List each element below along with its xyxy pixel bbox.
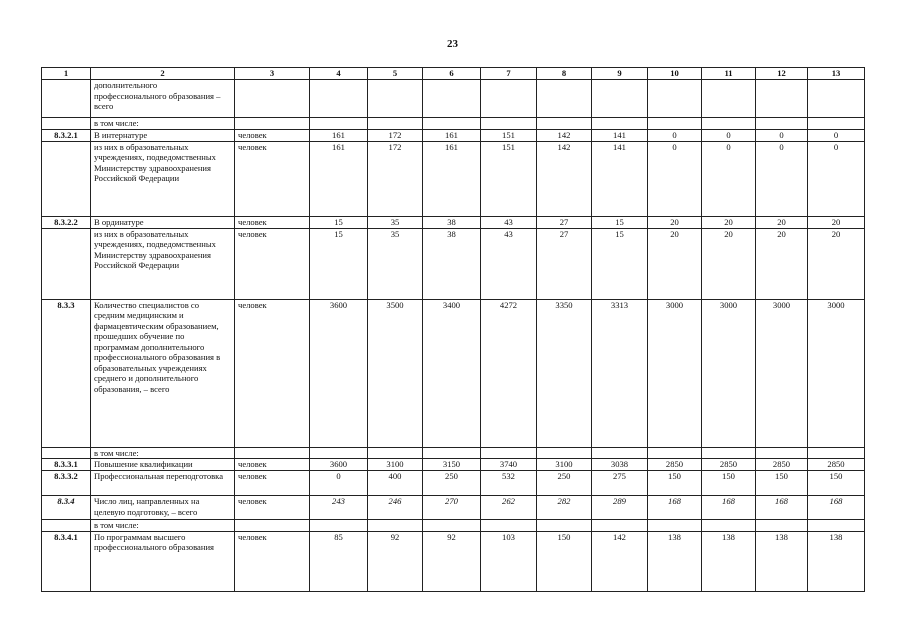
value-cell: 38 [423,228,481,299]
value-cell [423,447,481,459]
value-cell [756,447,808,459]
value-cell: 103 [481,531,537,591]
table-row [42,459,865,471]
unit: человек [235,496,310,520]
value-cell: 20 [702,216,756,228]
row-number [42,80,91,118]
indicator-name: Повышение квалификации [91,459,235,471]
column-header: 4 [310,68,368,80]
column-header: 7 [481,68,537,80]
indicator-name: в том числе: [91,520,235,532]
value-cell [808,447,865,459]
value-cell: 3600 [310,459,368,471]
value-cell: 2850 [808,459,865,471]
value-cell: 3100 [368,459,423,471]
value-cell [310,520,368,532]
value-cell [537,447,592,459]
value-cell: 3100 [537,459,592,471]
value-cell: 38 [423,216,481,228]
value-cell: 151 [481,141,537,216]
value-cell [756,80,808,118]
value-cell: 138 [756,531,808,591]
value-cell: 3000 [808,299,865,447]
page-number: 23 [447,38,458,50]
indicator-name: Профессиональная переподготовка [91,471,235,496]
row-number [42,228,91,299]
value-cell: 150 [537,531,592,591]
value-cell [648,447,702,459]
value-cell: 262 [481,496,537,520]
value-cell [756,118,808,130]
table-row [42,447,865,459]
value-cell: 35 [368,228,423,299]
value-cell: 15 [592,228,648,299]
value-cell: 3500 [368,299,423,447]
column-header: 6 [423,68,481,80]
indicator-name: из них в образовательных учреждениях, подведомственных Министерству здравоохранения Российской Федерации [91,141,235,216]
row-number [42,520,91,532]
column-header: 10 [648,68,702,80]
row-number: 8.3.3.1 [42,459,91,471]
indicator-name: В интернатуре [91,129,235,141]
value-cell [702,520,756,532]
indicator-name: дополнительного профессионального образования – всего [91,80,235,118]
value-cell: 168 [808,496,865,520]
value-cell [481,520,537,532]
column-header: 11 [702,68,756,80]
value-cell [808,520,865,532]
value-cell: 141 [592,129,648,141]
value-cell: 3740 [481,459,537,471]
value-cell: 151 [481,129,537,141]
value-cell: 20 [756,216,808,228]
value-cell: 20 [808,228,865,299]
value-cell: 85 [310,531,368,591]
table-row [42,496,865,520]
value-cell: 3600 [310,299,368,447]
value-cell [648,118,702,130]
value-cell: 172 [368,129,423,141]
value-cell: 3038 [592,459,648,471]
value-cell: 138 [808,531,865,591]
value-cell [537,80,592,118]
column-header: 8 [537,68,592,80]
table-row [42,118,865,130]
table-row [42,471,865,496]
value-cell: 150 [756,471,808,496]
value-cell [592,447,648,459]
value-cell: 0 [808,129,865,141]
value-cell: 168 [702,496,756,520]
value-cell: 3150 [423,459,481,471]
value-cell: 150 [702,471,756,496]
value-cell [423,118,481,130]
value-cell [648,520,702,532]
value-cell: 289 [592,496,648,520]
row-number: 8.3.2.1 [42,129,91,141]
table-row [42,129,865,141]
row-number: 8.3.3 [42,299,91,447]
unit [235,80,310,118]
value-cell: 161 [310,129,368,141]
column-header: 1 [42,68,91,80]
value-cell [592,118,648,130]
value-cell [481,118,537,130]
value-cell: 2850 [756,459,808,471]
value-cell: 27 [537,216,592,228]
table-row [42,531,865,591]
value-cell: 0 [808,141,865,216]
value-cell [423,520,481,532]
value-cell [808,118,865,130]
value-cell [702,447,756,459]
row-number: 8.3.3.2 [42,471,91,496]
value-cell [702,80,756,118]
value-cell: 0 [648,129,702,141]
value-cell: 138 [648,531,702,591]
row-number [42,118,91,130]
value-cell: 0 [756,129,808,141]
value-cell: 20 [648,228,702,299]
column-header: 13 [808,68,865,80]
value-cell [808,80,865,118]
value-cell: 246 [368,496,423,520]
value-cell: 43 [481,228,537,299]
row-number [42,447,91,459]
value-cell: 2850 [648,459,702,471]
value-cell: 3000 [702,299,756,447]
header-row [42,68,865,80]
value-cell: 15 [310,216,368,228]
value-cell: 3350 [537,299,592,447]
value-cell: 20 [808,216,865,228]
row-number: 8.3.4.1 [42,531,91,591]
value-cell [368,447,423,459]
value-cell [368,80,423,118]
unit [235,118,310,130]
value-cell: 142 [537,129,592,141]
unit: человек [235,228,310,299]
unit: человек [235,531,310,591]
value-cell: 141 [592,141,648,216]
unit: человек [235,216,310,228]
value-cell: 0 [702,141,756,216]
value-cell: 275 [592,471,648,496]
unit: человек [235,299,310,447]
value-cell: 161 [423,129,481,141]
value-cell [537,118,592,130]
table-row [42,520,865,532]
unit: человек [235,141,310,216]
column-header: 5 [368,68,423,80]
indicator-name: Число лиц, направленных на целевую подготовку, – всего [91,496,235,520]
value-cell: 172 [368,141,423,216]
indicator-name: Количество специалистов со средним медицинским и фармацевтическим образованием, прошедших обучение по программам дополнительного профессионального образования в образовательных учреждениях среднего и дополнительного образования, – всего [91,299,235,447]
value-cell: 35 [368,216,423,228]
column-header: 3 [235,68,310,80]
value-cell: 0 [756,141,808,216]
row-number [42,141,91,216]
value-cell: 3313 [592,299,648,447]
value-cell [648,80,702,118]
indicator-name: В ординатуре [91,216,235,228]
value-cell: 92 [368,531,423,591]
unit: человек [235,459,310,471]
value-cell [481,447,537,459]
unit [235,520,310,532]
table-row [42,228,865,299]
table-row [42,141,865,216]
value-cell: 0 [702,129,756,141]
value-cell: 15 [310,228,368,299]
value-cell [368,520,423,532]
data-table [41,67,865,592]
value-cell [756,520,808,532]
value-cell [310,447,368,459]
value-cell: 150 [808,471,865,496]
value-cell: 250 [423,471,481,496]
value-cell: 142 [537,141,592,216]
value-cell [423,80,481,118]
indicator-name: По программам высшего профессионального образования [91,531,235,591]
unit: человек [235,471,310,496]
value-cell: 168 [756,496,808,520]
unit [235,447,310,459]
value-cell: 168 [648,496,702,520]
column-header: 2 [91,68,235,80]
column-header: 9 [592,68,648,80]
value-cell: 282 [537,496,592,520]
value-cell: 243 [310,496,368,520]
value-cell [368,118,423,130]
value-cell: 161 [310,141,368,216]
value-cell: 43 [481,216,537,228]
value-cell [481,80,537,118]
value-cell: 4272 [481,299,537,447]
value-cell: 532 [481,471,537,496]
value-cell [592,520,648,532]
value-cell: 3000 [648,299,702,447]
value-cell: 161 [423,141,481,216]
value-cell: 0 [310,471,368,496]
value-cell: 20 [648,216,702,228]
value-cell: 270 [423,496,481,520]
value-cell: 150 [648,471,702,496]
value-cell: 142 [592,531,648,591]
value-cell: 250 [537,471,592,496]
row-number: 8.3.2.2 [42,216,91,228]
value-cell: 27 [537,228,592,299]
table-row [42,80,865,118]
indicator-name: в том числе: [91,118,235,130]
value-cell: 15 [592,216,648,228]
column-header: 12 [756,68,808,80]
value-cell: 20 [756,228,808,299]
indicator-name: в том числе: [91,447,235,459]
value-cell: 3000 [756,299,808,447]
value-cell [310,118,368,130]
unit: человек [235,129,310,141]
value-cell: 20 [702,228,756,299]
value-cell [310,80,368,118]
value-cell: 0 [648,141,702,216]
value-cell: 138 [702,531,756,591]
row-number: 8.3.4 [42,496,91,520]
value-cell [537,520,592,532]
table-row [42,216,865,228]
table-row [42,299,865,447]
value-cell: 400 [368,471,423,496]
value-cell [592,80,648,118]
indicator-name: из них в образовательных учреждениях, подведомственных Министерству здравоохранения Российской Федерации [91,228,235,299]
value-cell: 2850 [702,459,756,471]
value-cell: 92 [423,531,481,591]
value-cell [702,118,756,130]
value-cell: 3400 [423,299,481,447]
